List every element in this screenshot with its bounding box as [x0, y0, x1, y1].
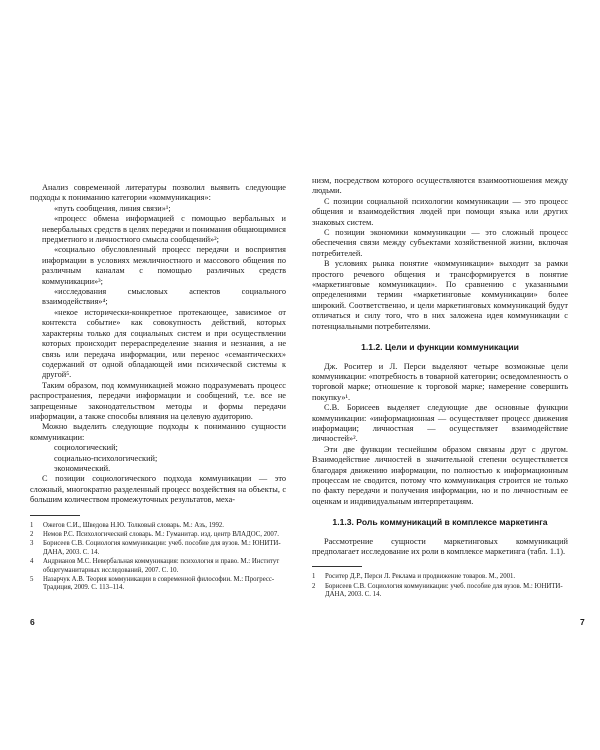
paragraph: В условиях рынка понятие «коммуникации» выходит за рамки простого речевого общения и трансформируется в понятие «маркетинговые коммуникации». По сравнению с указанными определениями термин «маркетинговые коммуникации» более широкий. Соответственно, и цели маркетинговых коммуникаций будут отличаться и силу того, что в них заложена идея коммуникации с потенциальными потребителями.	[312, 259, 568, 331]
footnote-number: 1	[312, 573, 316, 581]
footnote	[312, 573, 568, 581]
footnote-number: 2	[30, 531, 34, 538]
footnote	[30, 576, 286, 593]
footnote-text: Назарчук А.В. Теория коммуникации в современной философии. М.: Прогресс-Традиция, 2009. С. 113–114.	[43, 576, 275, 592]
footnote	[30, 522, 286, 530]
definition-item: «процесс обмена информацией с помощью вербальных и невербальных средств в целях передачи и понимания общающимися предметного и личностного смысла сообщений»²;	[42, 214, 286, 245]
footnote-text: Андрианов М.С. Невербальная коммуникация: психология и право. М.: Институт общегуманитарных исследований, 2007. С. 10.	[43, 558, 280, 574]
footnote	[30, 540, 286, 557]
footnote-divider	[30, 515, 80, 516]
footnote-divider	[312, 566, 362, 567]
definition-item: «некое исторически-конкретное протекающее, зависимое от контекста событие» как совокупность действий, которых характерны только для социальных систем и при осуществлении которых происходит перераспределение знания и незнания, а не связь или передача информации, или перенос «семантических» содержаний от одной обладающей ими психической системы к другой⁵.	[42, 307, 286, 380]
page-number: 6	[30, 617, 35, 627]
paragraph: Можно выделить следующие подходы к пониманию сущности коммуникации:	[30, 422, 286, 442]
paragraph: Эти две функции теснейшим образом связаны друг с другом. Взаимодействие личностей в значительной степени осуществляется благодаря движению информации, по полностью к информационным процессам не сводится, потому что коммуникация строится не только по факту передачи и получения информации, но и по личностным ее оценкам и индивидуальным интерпретациям.	[312, 444, 568, 506]
definition-item: «путь сообщения, линия связи»¹;	[54, 203, 171, 213]
right-text-column	[312, 176, 568, 601]
paragraph: Таким образом, под коммуникацией можно подразумевать процесс распространения, передачи информации и сообщений, т.е. все не запрещенные законодательством методы и формы передачи информации, а также способы влияния на целевую аудиторию.	[30, 380, 286, 421]
footnote	[30, 531, 286, 539]
footnote-number: 5	[30, 576, 34, 584]
paragraph: низм, посредством которого осуществляются взаимоотношения между людьми.	[312, 176, 568, 196]
paragraph: Рассмотрение сущности маркетинговых коммуникаций предполагает исследование их роли в комплексе маркетинга (табл. 1.1).	[312, 536, 568, 556]
section-heading: 1.1.2. Цели и функции коммуникации	[361, 342, 519, 353]
page-number: 7	[580, 617, 585, 627]
footnote-text: Борисеев С.В. Социология коммуникации: учеб. пособие для вузов. М.: ЮНИТИ-ДАНА, 2003. С. 14.	[325, 582, 563, 599]
footnote-text: Роситер Д.Р., Перси Л. Реклама и продвижение товаров. М., 2001.	[325, 573, 516, 581]
footnote-number: 4	[30, 558, 34, 566]
paragraph: С.В. Борисеев выделяет следующие две основные функции коммуникации: «информационная — осуществляет процесс движения информации; личностная — осуществляет взаимодействие личностей»².	[312, 403, 568, 444]
definition-item: «исследования смысловых аспектов социального взаимодействия»⁴;	[42, 287, 286, 307]
paragraph: С позиции социологического подхода коммуникации — это сложный, многократно разделенный процесс воздействия на объекты, с большим количеством промежуточных результатов, меха-	[30, 474, 286, 505]
approach-item: социально-психологический;	[54, 453, 158, 463]
approach-item: социологический;	[54, 443, 118, 453]
right-page	[300, 0, 600, 750]
paragraph: С позиции экономики коммуникации — это сложный процесс обеспечения связи между субъектами хозяйственной жизни, включая потребителей.	[312, 228, 568, 258]
paragraph: Дж. Роситер и Л. Перси выделяют четыре возможные цели коммуникации: «потребность в товарной категории; осведомленность о торговой марке; отношение к торговой марке; намерение совершить покупку»¹.	[312, 361, 568, 402]
footnote	[30, 558, 286, 575]
paragraph: С позиции социальной психологии коммуникации — это процесс общения и взаимодействия людей при помощи языка или других знаковых систем.	[312, 196, 568, 227]
section-heading: 1.1.3. Роль коммуникаций в комплексе маркетинга	[332, 517, 548, 528]
footnote-text: Борисеев С.В. Социология коммуникации: учеб. пособие для вузов. М.: ЮНИТИ-ДАНА, 2003. С. 14.	[43, 540, 281, 556]
definition-item: «социально обусловленный процесс передачи и восприятия информации в условиях межличностного и массового общения по различным каналам с помощью различных средств коммуникации»³;	[42, 245, 286, 286]
paragraph: Анализ современной литературы позволил выявить следующие подходы к пониманию категории «коммуникация»:	[30, 183, 286, 203]
approach-item: экономический.	[54, 463, 111, 473]
footnote-number: 3	[30, 540, 34, 548]
footnote-number: 1	[30, 521, 34, 529]
footnote-text: Ожегов С.И., Шведова Н.Ю. Толковый словарь. М.: Азъ, 1992.	[43, 521, 224, 529]
left-text-column	[30, 183, 286, 594]
footnote	[312, 583, 568, 600]
footnote-number: 2	[312, 582, 316, 590]
footnote-text: Немов Р.С. Психологический словарь. М.: Гуманитар. изд. центр ВЛАДОС, 2007.	[43, 531, 279, 538]
